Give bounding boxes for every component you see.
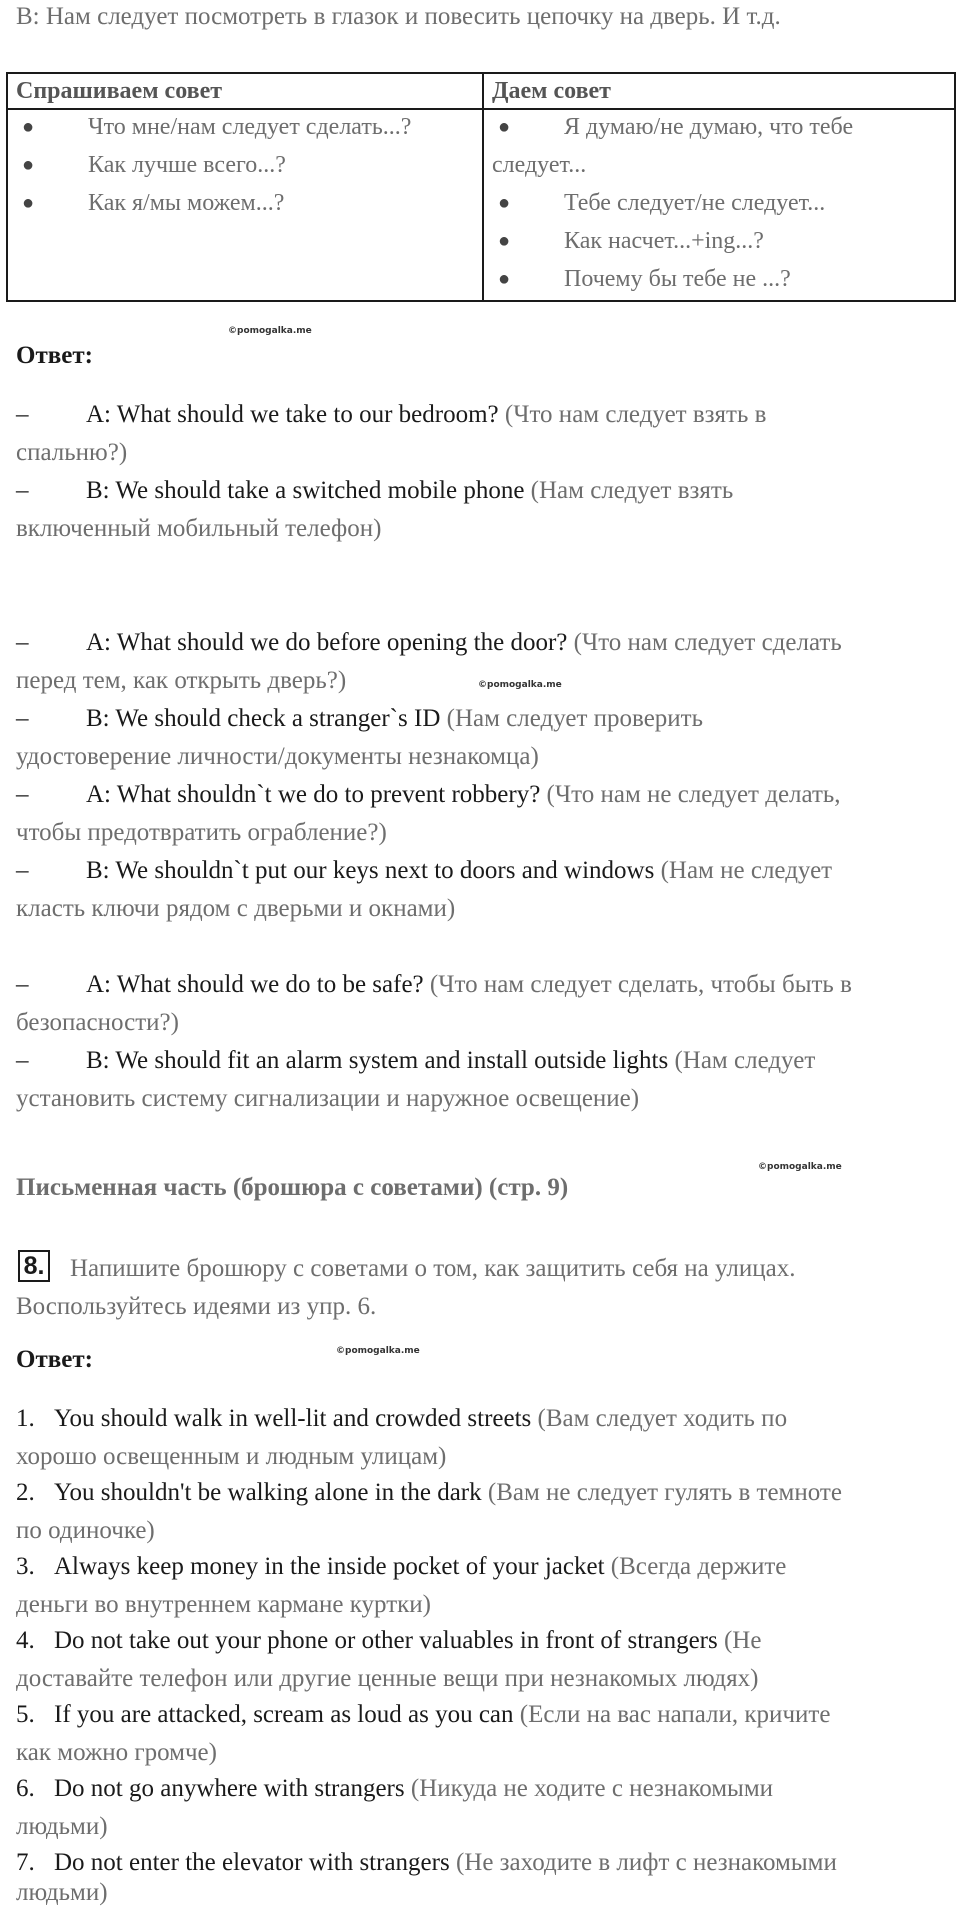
- tip-number: 6.: [16, 1775, 35, 1802]
- english-text: B: We shouldn`t put our keys next to doors and windows: [86, 857, 655, 884]
- bullet-icon: ●: [22, 192, 35, 214]
- english-text: A: What should we take to our bedroom?: [86, 401, 499, 428]
- english-text: B: We should check a stranger`s ID: [86, 705, 441, 732]
- dialog-line: [16, 966, 946, 1004]
- english-text: A: What should we do to be safe?: [86, 971, 424, 998]
- giving-phrase: Почему бы тебе не ...?: [564, 266, 791, 292]
- translation-continued: деньги во внутреннем кармане куртки): [16, 1591, 431, 1618]
- english-text: B: We should fit an alarm system and install outside lights: [86, 1047, 669, 1074]
- translation-text: (Нам следует проверить: [440, 705, 704, 732]
- asking-phrase: Что мне/нам следует сделать...?: [88, 114, 412, 140]
- english-text: A: What should we do before opening the door?: [86, 629, 568, 656]
- table-header-asking-advice: Спрашиваем совет: [16, 78, 223, 104]
- dash: –: [16, 971, 29, 998]
- translation-text: (Нам следует: [668, 1047, 816, 1074]
- dialog-line: [16, 396, 946, 434]
- bullet-icon: ●: [498, 116, 511, 138]
- bullet-icon: ●: [498, 192, 511, 214]
- tip-number: 2.: [16, 1479, 35, 1506]
- translation-continued: установить систему сигнализации и наружное освещение): [16, 1085, 640, 1112]
- asking-phrase: Как я/мы можем...?: [88, 190, 285, 216]
- translation-text: (Не заходите в лифт с незнакомыми: [449, 1849, 837, 1876]
- translation-text: (Нам следует взять: [524, 477, 734, 504]
- translation-text: (Не: [717, 1627, 762, 1654]
- translation-continued: людьми): [16, 1879, 108, 1906]
- tip-item: [16, 1696, 946, 1734]
- english-text: You shouldn't be walking alone in the dark: [54, 1479, 482, 1506]
- translation-text: (Всегда держите: [604, 1553, 787, 1580]
- translation-text: (Если на вас напали, кричите: [513, 1701, 831, 1728]
- translation-text: (Никуда не ходите с незнакомыми: [404, 1775, 774, 1802]
- task-instruction-continued: Воспользуйтесь идеями из упр. 6.: [16, 1293, 377, 1320]
- english-text: Do not take out your phone or other valuables in front of strangers: [54, 1627, 718, 1654]
- dash: –: [16, 477, 29, 504]
- bullet-icon: ●: [22, 154, 35, 176]
- translation-continued: людьми): [16, 1813, 108, 1840]
- answer-label: Ответ:: [16, 1346, 93, 1373]
- english-text: If you are attacked, scream as loud as you can: [54, 1701, 514, 1728]
- task-number-badge: 8.: [18, 1250, 50, 1282]
- translation-text: (Вам следует ходить по: [531, 1405, 788, 1432]
- dash: –: [16, 781, 29, 808]
- section-title: Письменная часть (брошюра с советами) (стр. 9): [16, 1174, 569, 1201]
- bullet-icon: ●: [22, 116, 35, 138]
- tip-number: 3.: [16, 1553, 35, 1580]
- translation-text: (Что нам не следует делать,: [540, 781, 841, 808]
- translation-continued: спальню?): [16, 439, 128, 466]
- answer-label: Ответ:: [16, 342, 93, 369]
- table-header-giving-advice: Даем совет: [492, 78, 611, 104]
- tip-number: 7.: [16, 1849, 35, 1876]
- english-text: Always keep money in the inside pocket of your jacket: [54, 1553, 605, 1580]
- top-dialog-line: B: Нам следует посмотреть в глазок и повесить цепочку на дверь. И т.д.: [16, 3, 781, 30]
- tip-item: [16, 1548, 946, 1586]
- tip-number: 1.: [16, 1405, 35, 1432]
- translation-continued: перед тем, как открыть дверь?): [16, 667, 347, 694]
- giving-phrase-continued: следует...: [492, 152, 587, 178]
- translation-continued: доставайте телефон или другие ценные вещи при незнакомых людях): [16, 1665, 759, 1692]
- dialog-line: [16, 852, 946, 890]
- translation-text: (Что нам следует сделать, чтобы быть в: [423, 971, 852, 998]
- watermark: ©pomogalka.me: [228, 326, 312, 336]
- translation-continued: чтобы предотвратить ограбление?): [16, 819, 387, 846]
- translation-text: (Что нам следует сделать: [567, 629, 842, 656]
- tip-item: [16, 1400, 946, 1438]
- watermark: ©pomogalka.me: [478, 680, 562, 690]
- giving-phrase: Я думаю/не думаю, что тебе: [564, 114, 854, 140]
- tip-number: 4.: [16, 1627, 35, 1654]
- dash: –: [16, 401, 29, 428]
- translation-continued: как можно громче): [16, 1739, 217, 1766]
- bullet-icon: ●: [498, 230, 511, 252]
- translation-text: (Вам не следует гулять в темноте: [481, 1479, 842, 1506]
- dash: –: [16, 705, 29, 732]
- translation-continued: безопасности?): [16, 1009, 179, 1036]
- english-text: Do not go anywhere with strangers: [54, 1775, 405, 1802]
- giving-phrase: Тебе следует/не следует...: [564, 190, 826, 216]
- translation-continued: по одиночке): [16, 1517, 155, 1544]
- english-text: You should walk in well-lit and crowded streets: [54, 1405, 532, 1432]
- translation-text: (Что нам следует взять в: [498, 401, 767, 428]
- english-text: A: What shouldn`t we do to prevent robbery?: [86, 781, 541, 808]
- watermark: ©pomogalka.me: [336, 1346, 420, 1356]
- watermark: ©pomogalka.me: [758, 1162, 842, 1172]
- translation-text: (Нам не следует: [654, 857, 833, 884]
- translation-continued: класть ключи рядом с дверьми и окнами): [16, 895, 456, 922]
- translation-continued: хорошо освещенным и людным улицам): [16, 1443, 447, 1470]
- bullet-icon: ●: [498, 268, 511, 290]
- giving-phrase: Как насчет...+ing...?: [564, 228, 764, 254]
- tip-item: [16, 1622, 946, 1660]
- advice-phrases-table: [6, 72, 956, 302]
- english-text: Do not enter the elevator with strangers: [54, 1849, 450, 1876]
- tip-number: 5.: [16, 1701, 35, 1728]
- asking-phrase: Как лучше всего...?: [88, 152, 286, 178]
- dialog-line: [16, 700, 946, 738]
- tip-item: [16, 1474, 946, 1512]
- translation-continued: удостоверение личности/документы незнакомца): [16, 743, 539, 770]
- dash: –: [16, 629, 29, 656]
- translation-continued: включенный мобильный телефон): [16, 515, 382, 542]
- dialog-line: [16, 472, 946, 510]
- dash: –: [16, 1047, 29, 1074]
- dialog-line: [16, 624, 946, 662]
- dash: –: [16, 857, 29, 884]
- task-instruction: Напишите брошюру с советами о том, как защитить себя на улицах.: [70, 1255, 796, 1282]
- tip-item: [16, 1770, 946, 1808]
- dialog-line: [16, 1042, 946, 1080]
- english-text: B: We should take a switched mobile phone: [86, 477, 525, 504]
- dialog-line: [16, 776, 946, 814]
